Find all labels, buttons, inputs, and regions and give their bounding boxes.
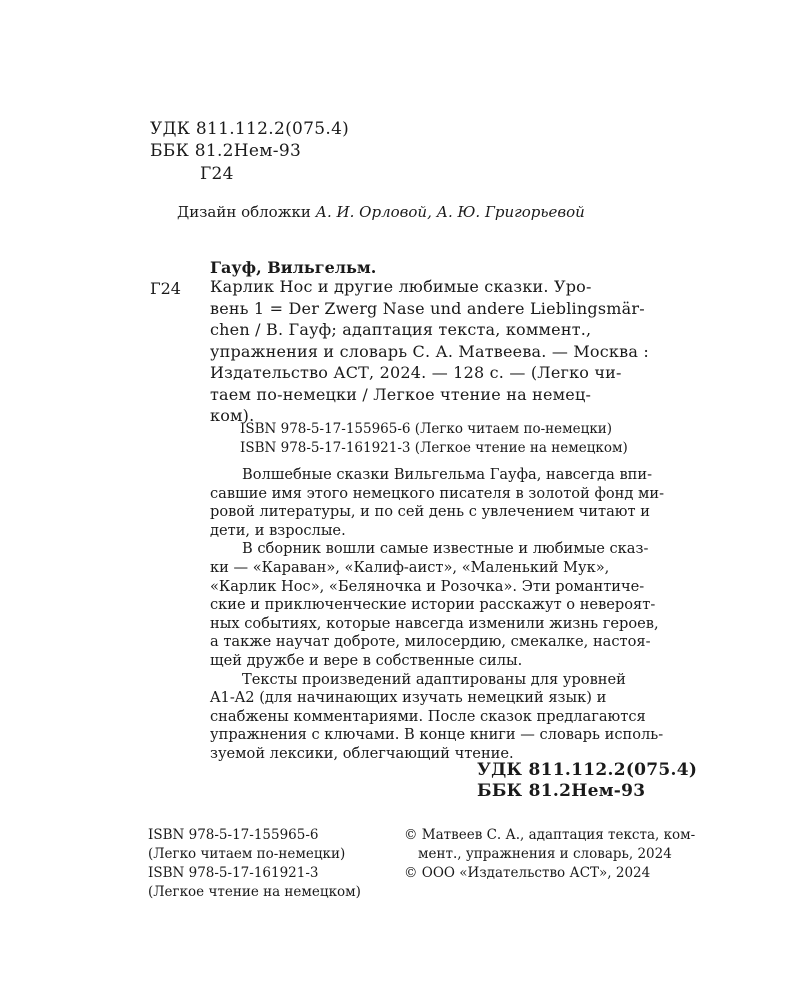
footer-isbn-line: (Легкое чтение на немецком) [148,884,361,900]
footer-isbn-line: ISBN 978-5-17-155965-6 [148,827,319,843]
copyright-line: мент., упражнения и словарь, 2024 [418,846,672,862]
annotation-line: зуемой лексики, облегчающий чтение. [210,744,514,762]
description-line: упражнения и словарь С. А. Матвеева. — Москва : [210,341,649,361]
footer-isbn [148,826,361,902]
annotation-line: «Карлик Нос», «Беляночка и Розочка». Эти романтиче- [210,577,645,595]
bbk-code: ББК 81.2Нем-93 [150,141,302,161]
annotation-line: ровой литературы, и по сей день с увлечением читают и [210,503,650,521]
annotation-line: A1-A2 (для начинающих изучать немецкий язык) и [210,689,607,707]
isbn-line: ISBN 978-5-17-161921-3 (Легкое чтение на немецком) [240,440,628,456]
annotation-line: щей дружбе и вере в собственные силы. [210,651,523,669]
description-line: ком). [210,406,255,425]
annotation-line: Тексты произведений адаптированы для уровней [242,670,626,688]
annotation-line: ных событиях, которые навсегда изменили жизнь героев, [210,614,659,632]
cover-design-prefix: Дизайн обложки [177,203,311,221]
annotation-line: Волшебные сказки Вильгельма Гауфа, навсегда впи- [242,466,653,483]
annotation-line: савшие имя этого немецкого писателя в золотой фонд ми- [210,484,665,502]
author-code-top: Г24 [200,164,234,184]
cover-design-names: А. И. Орловой, А. Ю. Григорьевой [315,203,585,221]
bibliographic-description [210,276,695,427]
footer-isbn-line: ISBN 978-5-17-161921-3 [148,865,319,881]
description-line: таем по-немецки / Легкое чтение на немец- [210,384,592,404]
annotation-line: ки — «Караван», «Калиф-аист», «Маленький Мук», [210,558,610,576]
annotation-line: снабжены комментариями. После сказок предлагаются [210,707,646,725]
description-line: Карлик Нос и другие любимые сказки. Уро- [210,277,592,296]
annotation [210,466,664,764]
isbn-line: ISBN 978-5-17-155965-6 (Легко читаем по-немецки) [240,421,613,437]
copyright-line: © Матвеев С. А., адаптация текста, ком- [404,827,696,843]
description-line: Издательство АСТ, 2024. — 128 с. — (Легко чи- [210,363,622,382]
footer-isbn-line: (Легко читаем по-немецки) [148,846,346,862]
annotation-line: ские и приключенческие истории расскажут о невероят- [210,596,656,614]
description-line: chen / В. Гауф; адаптация текста, коммент., [210,320,592,339]
footer-copyright [404,826,695,883]
udk-code-bottom: УДК 811.112.2(075.4) [477,760,698,780]
annotation-line: дети, и взрослые. [210,521,346,539]
isbn-list [240,420,628,458]
author-code: Г24 [150,279,181,298]
cover-design-credit [177,203,585,221]
annotation-line: а также научат доброте, милосердию, смекалке, настоя- [210,633,651,651]
bbk-code-bottom: ББК 81.2Нем-93 [477,781,646,801]
annotation-line: В сборник вошли самые известные и любимые сказ- [242,540,649,558]
author-heading: Гауф, Вильгельм. [210,258,377,277]
description-line: вень 1 = Der Zwerg Nase und andere Lieblingsmär- [210,298,645,318]
udk-code: УДК 811.112.2(075.4) [150,119,350,139]
annotation-line: упражнения с ключами. В конце книги — словарь исполь- [210,726,664,744]
copyright-line: © ООО «Издательство АСТ», 2024 [404,865,651,881]
